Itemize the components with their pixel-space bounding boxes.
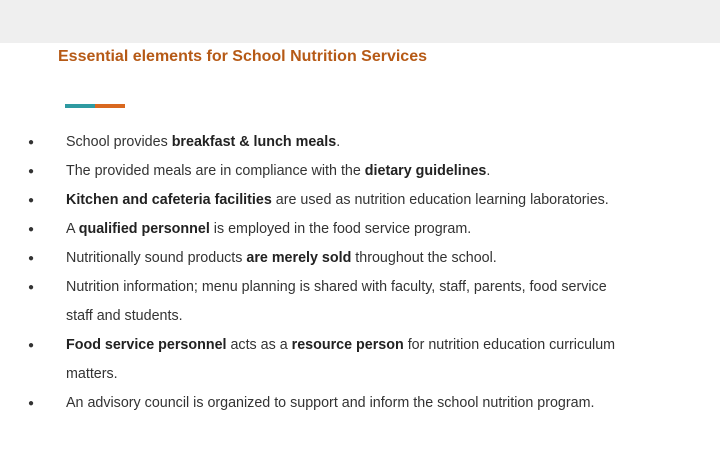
bullet-icon: ● xyxy=(28,398,35,409)
list-item: ● Nutrition information; menu planning is shared with faculty, staff, parents, food service staff and students. xyxy=(28,273,708,331)
list-item: ● The provided meals are in compliance with the dietary guidelines. xyxy=(28,157,708,186)
bullet-icon: ● xyxy=(28,137,35,148)
bullet-icon: ● xyxy=(28,282,35,293)
bullet-list xyxy=(28,128,708,418)
header-band xyxy=(0,0,720,43)
list-item: ● A qualified personnel is employed in the food service program. xyxy=(28,215,708,244)
accent-bar-orange xyxy=(95,104,125,108)
title-accent-bar xyxy=(65,104,125,108)
bullet-icon: ● xyxy=(28,253,35,264)
accent-bar-teal xyxy=(65,104,95,108)
list-item: ● Nutritionally sound products are merely sold throughout the school. xyxy=(28,244,708,273)
list-item: ● Food service personnel acts as a resource person for nutrition education curriculum matters. xyxy=(28,331,708,389)
list-item: ● An advisory council is organized to support and inform the school nutrition program. xyxy=(28,389,708,418)
slide-title: Essential elements for School Nutrition Services xyxy=(58,48,427,65)
bullet-icon: ● xyxy=(28,166,35,177)
bullet-icon: ● xyxy=(28,340,35,351)
list-item: ● Kitchen and cafeteria facilities are used as nutrition education learning laboratories. xyxy=(28,186,708,215)
bullet-icon: ● xyxy=(28,195,35,206)
list-item: ● School provides breakfast & lunch meals. xyxy=(28,128,708,157)
bullet-icon: ● xyxy=(28,224,35,235)
